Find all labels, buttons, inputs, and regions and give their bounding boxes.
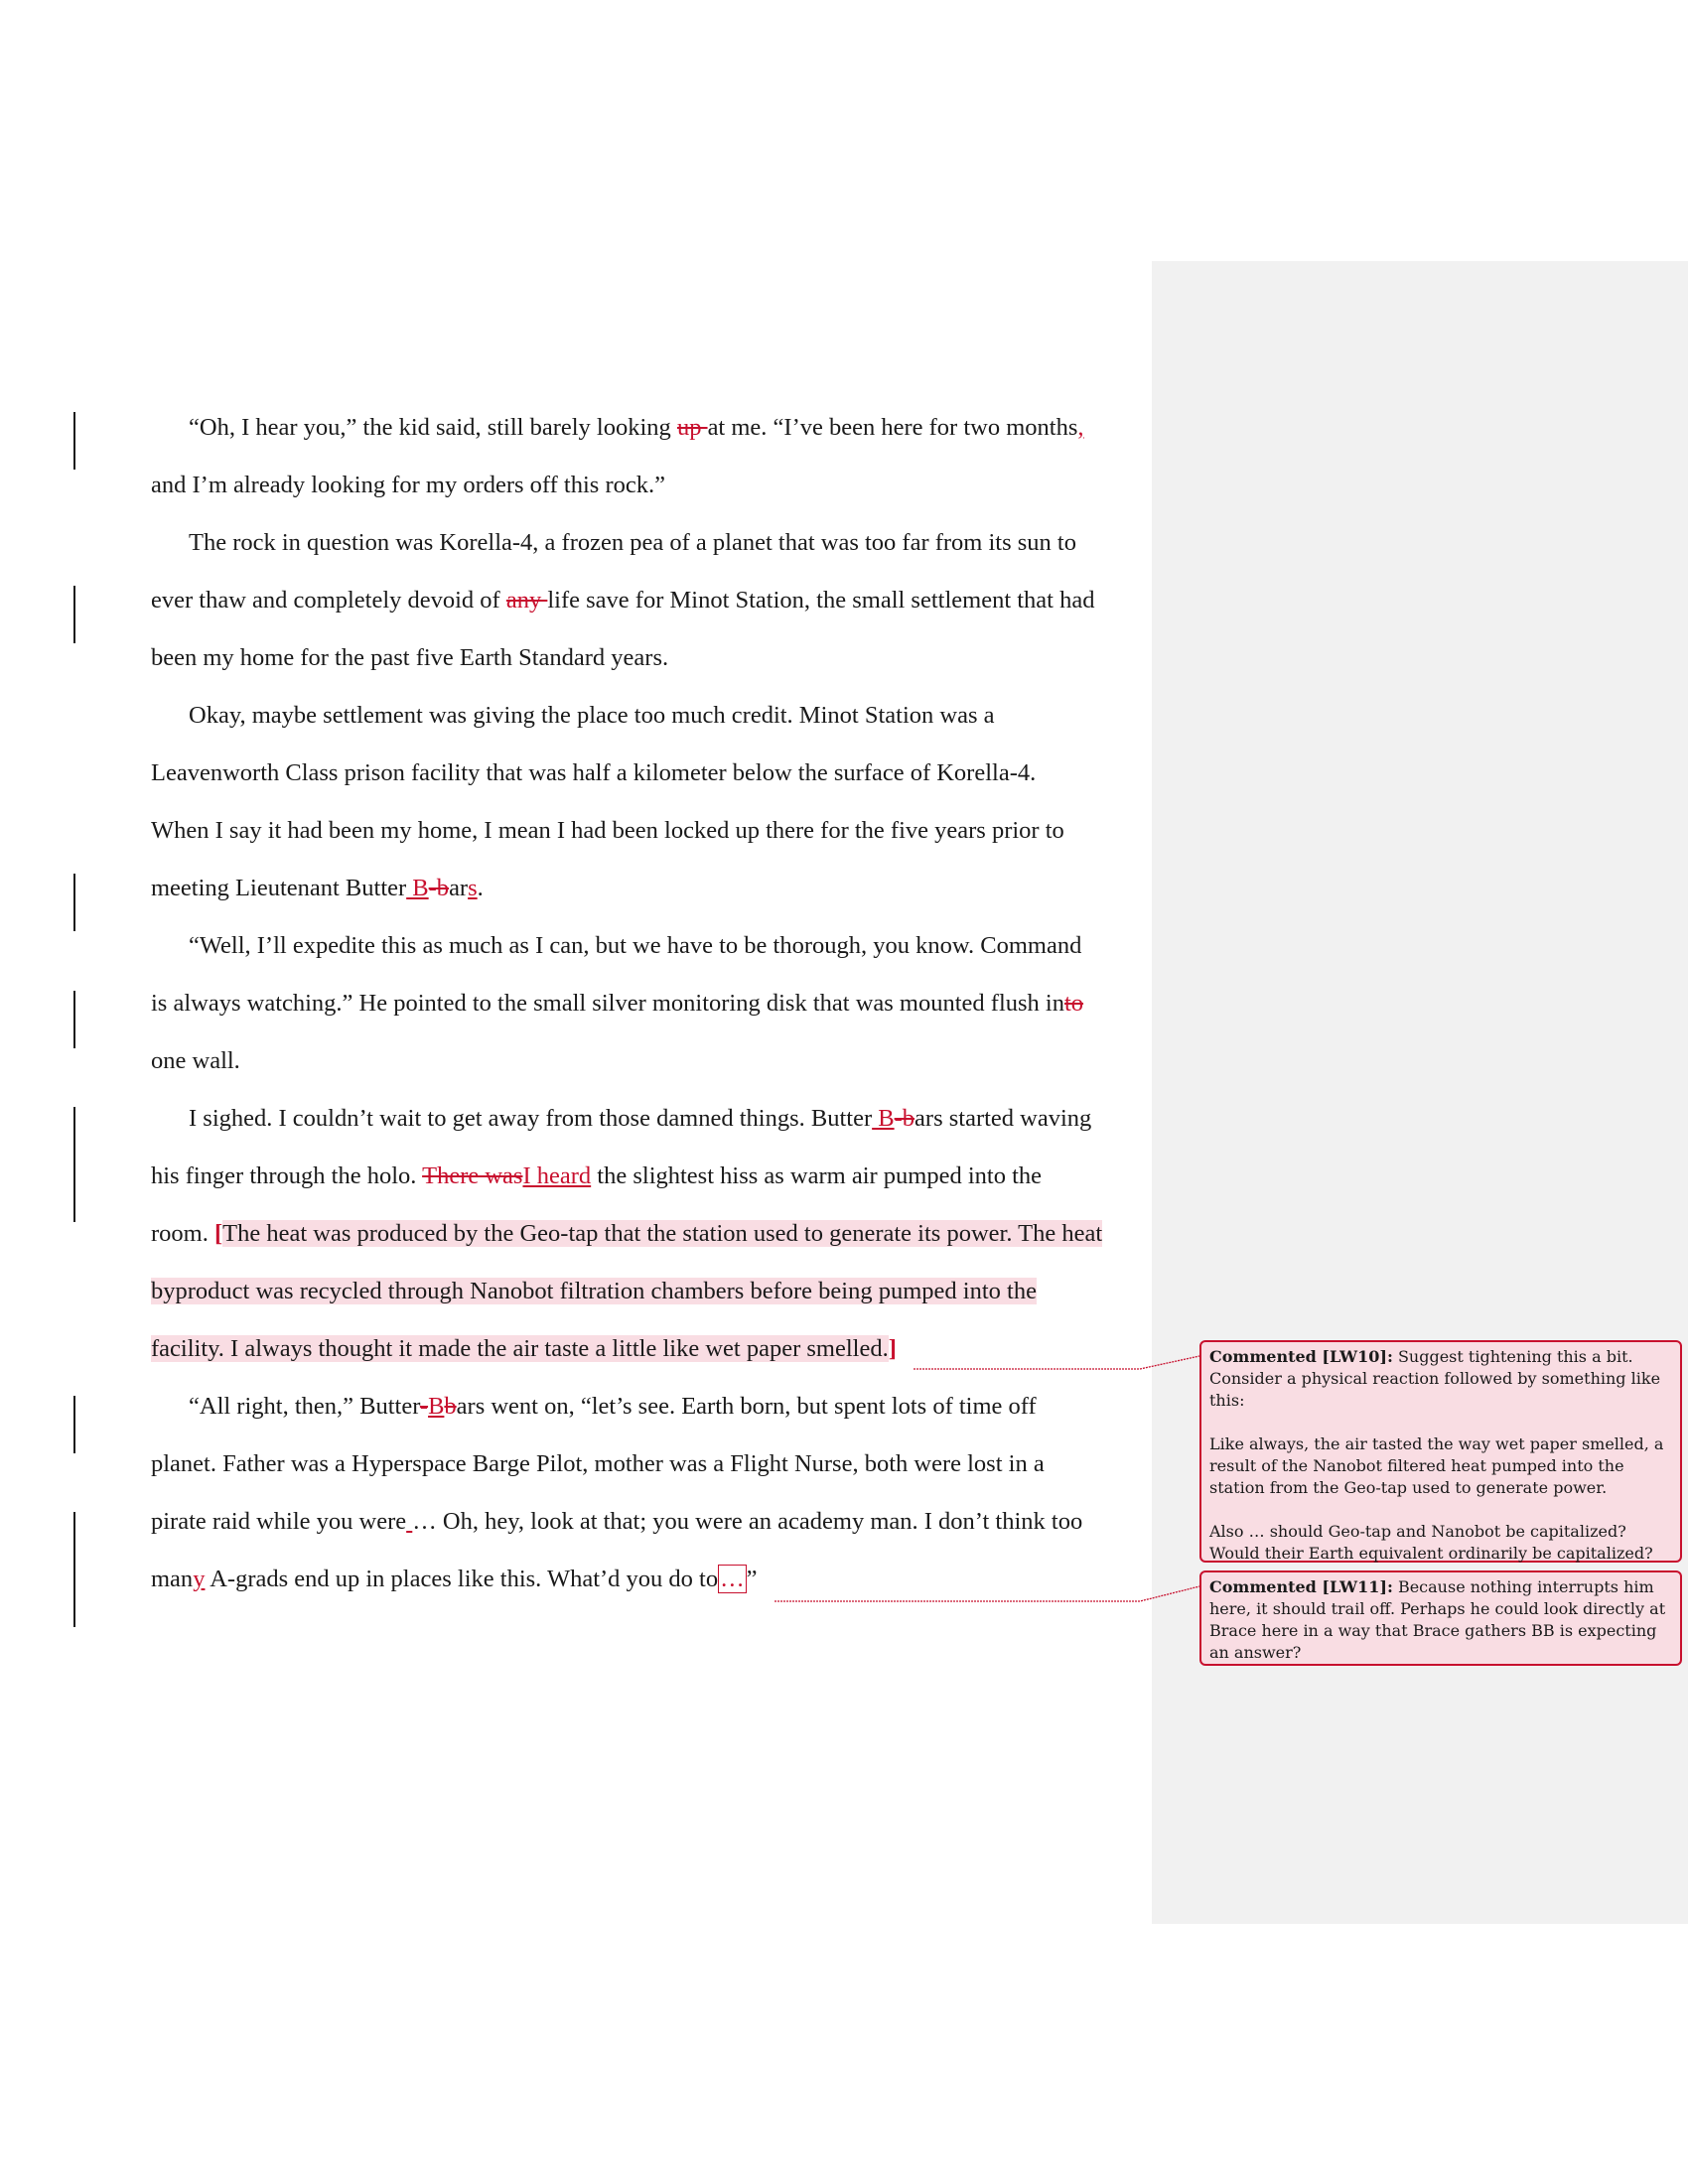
text-line [189,687,1182,745]
text-run: “Oh, I hear you,” the kid said, still barely looking [189,414,677,441]
text-line [189,514,1182,572]
change-bar [73,991,75,1048]
commented-text: The heat was produced by the Geo-tap that the station used to generate its power. The heat [222,1220,1103,1247]
text-run: room. [151,1220,214,1247]
change-bar [73,586,75,643]
text-run: . [477,875,484,901]
text-run: I sighed. I couldn’t wait to get away from those damned things. Butter [189,1105,873,1132]
tracked-deletion: -b [428,875,450,901]
tracked-insertion: y [193,1566,206,1592]
text-run: his finger through the holo. [151,1162,423,1189]
text-line [151,802,1144,860]
comment-anchor-box: … [720,1566,745,1592]
text-line [151,629,1144,687]
tracked-deletion: There was [422,1162,523,1189]
text-run: The rock in question was Korella-4, a frozen pea of a planet that was too far from its sun to [189,529,1076,556]
text-run: pirate raid while you were [151,1508,407,1535]
tracked-deletion: -b [894,1105,915,1132]
tracked-insertion: s [468,875,478,901]
text-run: ever thaw and completely devoid of [151,587,506,614]
text-run: man [151,1566,194,1592]
text-line [151,1493,1144,1551]
tracked-deletion: to [1063,990,1084,1017]
text-run: ” [746,1566,758,1592]
text-run: When I say it had been my home, I mean I had been locked up there for the five years prior to [151,817,1064,844]
text-line [151,1263,1144,1320]
text-run: meeting Lieutenant Butter [151,875,407,901]
text-run: one wall. [151,1047,240,1074]
tracked-deletion: any [505,587,548,614]
comment-lw10[interactable] [1199,1340,1682,1563]
text-line [151,1205,1144,1263]
tracked-insertion: B [872,1105,895,1132]
tracked-insertion: , [1077,414,1084,441]
text-run: “All right, then,” Butter [189,1393,420,1420]
text-run: ars went on, “let’s see. Earth born, but spent lots of time off [456,1393,1037,1420]
comment-text: Like always, the air tasted the way wet paper smelled, a result of the Nanobot filtered heat pumped into the station from the Geo-tap used to generate power. [1209,1434,1669,1497]
text-line [151,745,1144,802]
change-bar [73,412,75,470]
text-run: planet. Father was a Hyperspace Barge Pilot, mother was a Flight Nurse, both were lost in a [151,1450,1045,1477]
comment-text: Also … should Geo-tap and Nanobot be capitalized? Would their Earth equivalent ordinarily be capitalized? [1209,1522,1653,1563]
change-bar [73,874,75,931]
text-run: “Well, I’ll expedite this as much as I can, but we have to be thorough, you know. Command [189,932,1082,959]
comment-author-tag: Commented [LW10]: [1209,1347,1393,1366]
tracked-deletion: - [419,1393,429,1420]
text-line [151,1032,1144,1090]
text-line [151,1148,1144,1205]
tracked-deletion: up [676,414,708,441]
text-run: ars started waving [914,1105,1092,1132]
comment-text: Suggest tightening this a bit. Consider a physical reaction followed by something like this: [1209,1347,1666,1410]
text-run: Okay, maybe settlement was giving the place too much credit. Minot Station was a [189,702,995,729]
text-line [189,1090,1182,1148]
text-line [151,860,1144,917]
text-line [189,1378,1182,1435]
text-run: the slightest hiss as warm air pumped into the [591,1162,1043,1189]
text-line [189,917,1182,975]
text-line [151,1320,1144,1378]
text-run: A-grads end up in places like this. What’d you do to [205,1566,719,1592]
text-run: been my home for the past five Earth Standard years. [151,644,669,671]
comment-author-tag: Commented [LW11]: [1209,1577,1393,1596]
text-run: and I’m already looking for my orders off this rock.” [151,472,665,498]
text-line [151,1435,1144,1493]
text-line [151,975,1144,1032]
tracked-insertion: I heard [522,1162,592,1189]
text-run: … Oh, hey, look at that; you were an academy man. I don’t think too [412,1508,1083,1535]
change-bar [73,1512,75,1627]
change-bar [73,1396,75,1453]
tracked-insertion: B [428,1393,445,1420]
text-line [151,1551,1144,1608]
comment-margin-pane [1152,261,1688,1924]
change-bar [73,1107,75,1222]
text-line [151,572,1144,629]
text-run: Leavenworth Class prison facility that was half a kilometer below the surface of Korella-4. [151,759,1037,786]
commented-text: byproduct was recycled through Nanobot filtration chambers before being pumped into the [151,1278,1037,1304]
text-line [189,399,1182,457]
comment-lw11[interactable] [1199,1570,1682,1666]
text-run: ar [449,875,469,901]
text-run: at me. “I’ve been here for two months [707,414,1078,441]
commented-text: facility. I always thought it made the air taste a little like wet paper smelled. [151,1335,889,1362]
text-run: is always watching.” He pointed to the small silver monitoring disk that was mounted flush in [151,990,1064,1017]
comment-text: Because nothing interrupts him here, it should trail off. Perhaps he could look directly at Brace here in a way that Brace gathers BB is expecting an answer? [1209,1577,1671,1662]
text-line [151,457,1144,514]
comment-anchor-bracket: [ [213,1220,223,1247]
comment-anchor-bracket: ] [888,1335,897,1362]
tracked-deletion: b [444,1393,457,1420]
tracked-insertion: B [406,875,429,901]
text-run: life save for Minot Station, the small settlement that had [547,587,1095,614]
